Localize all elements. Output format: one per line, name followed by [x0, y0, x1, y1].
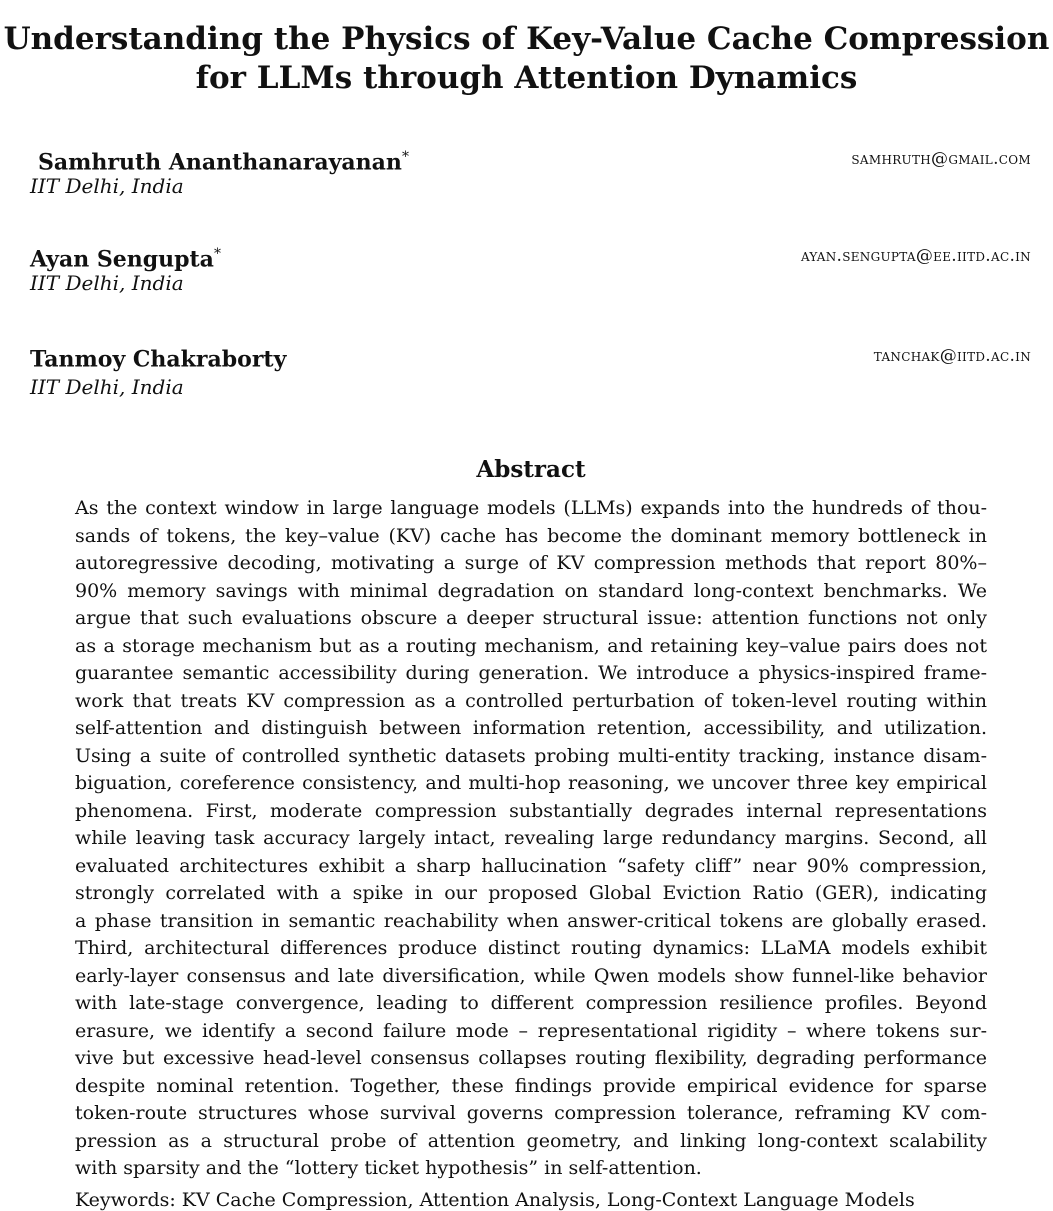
abstract-line: autoregressive decoding, motivating a surge of KV compression methods that report 80%–: [75, 552, 987, 574]
abstract-line: work that treats KV compression as a controlled perturbation of token-level routing within: [75, 689, 987, 712]
author-email[interactable]: ayan.sengupta@ee.iitd.ac.in: [800, 246, 1031, 266]
author-name: [30, 240, 221, 273]
abstract-line: vive but excessive head-level consensus collapses routing flexibility, degrading performance: [75, 1047, 987, 1069]
author-name: [38, 143, 409, 176]
abstract-line: phenomena. First, moderate compression substantially degrades internal representations: [75, 799, 987, 822]
paper-title-line-1: Understanding the Physics of Key-Value Cache Compression: [3, 21, 1050, 57]
author-name-text: Tanmoy Chakraborty: [30, 346, 287, 373]
author-affiliation: IIT Delhi, India: [30, 271, 184, 295]
abstract-line: Third, architectural differences produce distinct routing dynamics: LLaMA models exhibit: [75, 937, 987, 959]
author-name-text: Ayan Sengupta: [30, 246, 214, 273]
keywords-line-partial: Keywords: KV Cache Compression, Attention Analysis, Long-Context Language Models: [75, 1189, 915, 1211]
author-affiliation: IIT Delhi, India: [30, 174, 184, 198]
abstract-line: while leaving task accuracy largely intact, revealing large redundancy margins. Second, all: [75, 827, 987, 849]
equal-contribution-marker: *: [401, 149, 409, 165]
abstract-line: early-layer consensus and late diversification, while Qwen models show funnel-like behavior: [75, 964, 987, 987]
author-email[interactable]: tanchak@iitd.ac.in: [873, 346, 1031, 366]
equal-contribution-marker: *: [213, 246, 221, 262]
abstract-line: evaluated architectures exhibit a sharp hallucination “safety cliff” near 90% compression,: [75, 854, 987, 877]
abstract-line: guarantee semantic accessibility during generation. We introduce a physics-inspired frame-: [75, 662, 987, 684]
author-name-text: Samhruth Ananthanarayanan: [38, 149, 402, 176]
abstract-line: sands of tokens, the key–value (KV) cache has become the dominant memory bottleneck in: [75, 524, 987, 547]
abstract-line: strongly correlated with a spike in our proposed Global Eviction Ratio (GER), indicating: [75, 882, 987, 904]
abstract-line: self-attention and distinguish between information retention, accessibility, and utilization.: [75, 717, 987, 739]
abstract-heading: Abstract: [476, 456, 586, 483]
abstract-line: erasure, we identify a second failure mode – representational rigidity – where tokens sur-: [75, 1019, 987, 1042]
author-name: [30, 340, 286, 373]
abstract-line: a phase transition in semantic reachability when answer-critical tokens are globally erased.: [75, 909, 987, 932]
abstract-line: 90% memory savings with minimal degradation on standard long-context benchmarks. We: [75, 579, 987, 602]
paper-title: [0, 20, 1053, 98]
abstract-line: argue that such evaluations obscure a deeper structural issue: attention functions not only: [75, 607, 987, 629]
abstract-line: despite nominal retention. Together, these findings provide empirical evidence for sparse: [75, 1074, 987, 1097]
abstract-line: Using a suite of controlled synthetic datasets probing multi-entity tracking, instance disam-: [75, 744, 987, 767]
abstract-body: [75, 495, 987, 1183]
abstract-line: pression as a structural probe of attention geometry, and linking long-context scalability: [75, 1129, 987, 1152]
abstract-line: with sparsity and the “lottery ticket hypothesis” in self-attention.: [75, 1157, 702, 1179]
abstract-line: As the context window in large language models (LLMs) expands into the hundreds of thou-: [75, 497, 987, 519]
author-affiliation: IIT Delhi, India: [30, 375, 184, 399]
abstract-line: with late-stage convergence, leading to different compression resilience profiles. Beyond: [75, 992, 987, 1014]
paper-title-line-2: for LLMs through Attention Dynamics: [195, 60, 858, 96]
abstract-line: biguation, coreference consistency, and multi-hop reasoning, we uncover three key empirical: [75, 772, 987, 794]
abstract-line: token-route structures whose survival governs compression tolerance, reframing KV com-: [75, 1102, 987, 1124]
abstract-line: as a storage mechanism but as a routing mechanism, and retaining key–value pairs does not: [75, 634, 987, 657]
author-email[interactable]: samhruth@gmail.com: [851, 149, 1031, 169]
